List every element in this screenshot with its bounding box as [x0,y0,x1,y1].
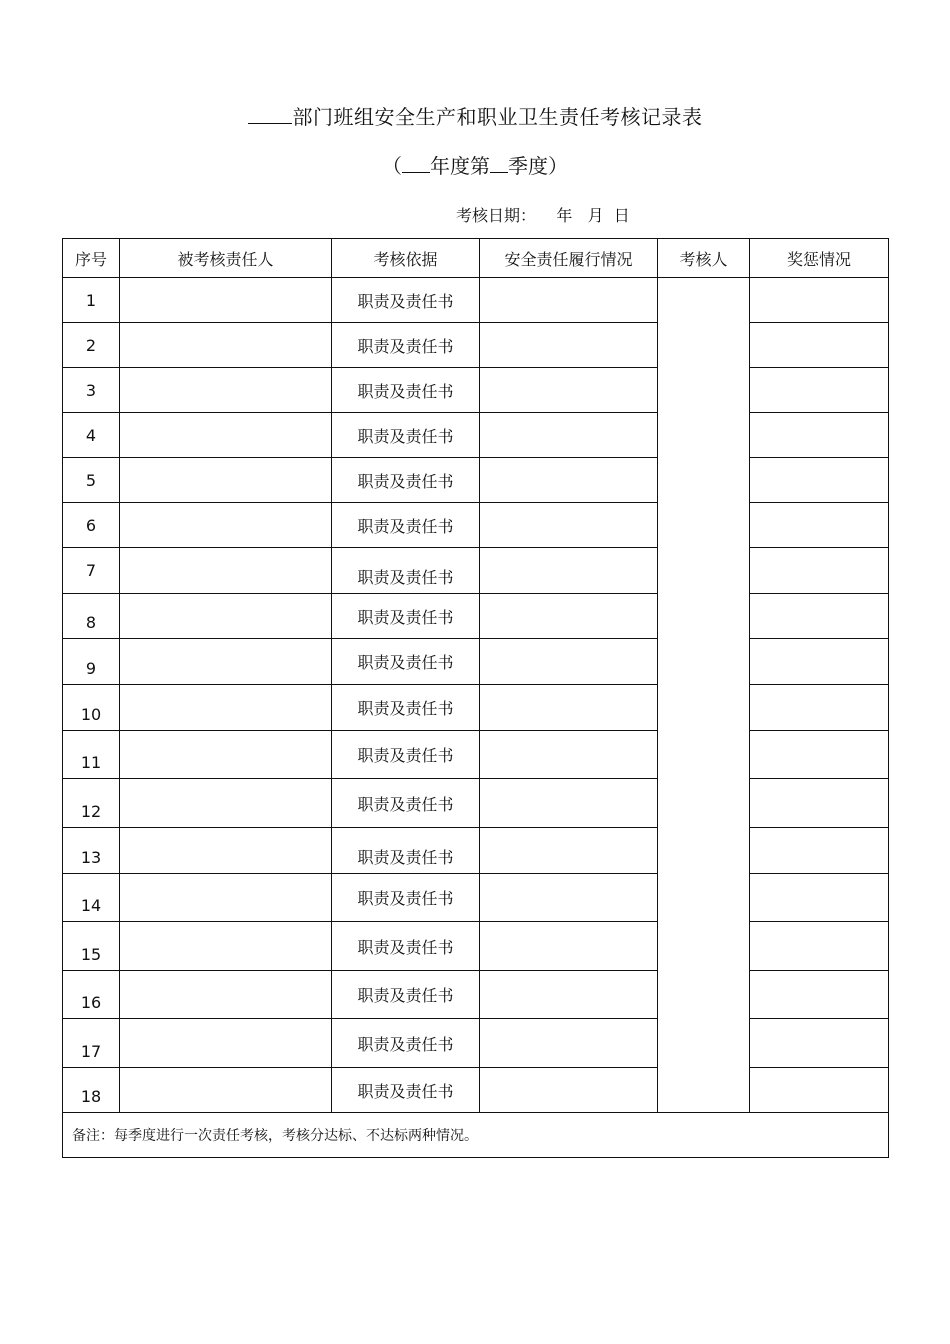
basis-cell: 职责及责任书 [332,278,480,323]
assessee-cell[interactable] [120,639,332,685]
table-row [63,503,889,548]
row-index: 6 [63,503,120,548]
table-row [63,413,889,458]
basis-cell: 职责及责任书 [332,594,480,639]
assessment-date: 考核日期： 年 月 日 [456,206,630,225]
note-row [63,1113,889,1158]
row-index: 13 [63,828,120,874]
reward-penalty-cell[interactable] [750,323,889,368]
basis-cell: 职责及责任书 [332,779,480,828]
header-basis: 考核依据 [332,239,480,278]
row-index: 5 [63,458,120,503]
table-row [63,828,889,874]
performance-cell[interactable] [480,828,658,874]
row-index: 12 [63,779,120,828]
assessee-cell[interactable] [120,278,332,323]
reward-penalty-cell[interactable] [750,731,889,779]
reward-penalty-cell[interactable] [750,874,889,922]
assessee-cell[interactable] [120,1019,332,1068]
table-header-row [63,239,889,278]
table-row [63,639,889,685]
reward-penalty-cell[interactable] [750,368,889,413]
basis-cell: 职责及责任书 [332,503,480,548]
reward-penalty-cell[interactable] [750,1068,889,1113]
reward-penalty-cell[interactable] [750,594,889,639]
header-reward-penalty: 奖惩情况 [750,239,889,278]
basis-cell: 职责及责任书 [332,548,480,594]
performance-cell[interactable] [480,548,658,594]
performance-cell[interactable] [480,278,658,323]
table-row [63,458,889,503]
table-row [63,971,889,1019]
row-index: 1 [63,278,120,323]
assessor-cell[interactable] [658,278,750,1113]
basis-cell: 职责及责任书 [332,323,480,368]
year-blank[interactable] [402,154,430,173]
row-index: 14 [63,874,120,922]
table-row [63,278,889,323]
assessee-cell[interactable] [120,323,332,368]
row-index: 17 [63,1019,120,1068]
row-index: 18 [63,1068,120,1113]
basis-cell: 职责及责任书 [332,685,480,731]
performance-cell[interactable] [480,458,658,503]
assessee-cell[interactable] [120,922,332,971]
assessee-cell[interactable] [120,413,332,458]
basis-cell: 职责及责任书 [332,731,480,779]
assessee-cell[interactable] [120,503,332,548]
table-row [63,1019,889,1068]
assessment-table [62,238,889,1158]
assessee-cell[interactable] [120,874,332,922]
performance-cell[interactable] [480,731,658,779]
row-index: 15 [63,922,120,971]
table-row [63,874,889,922]
performance-cell[interactable] [480,922,658,971]
row-index: 16 [63,971,120,1019]
row-index: 10 [63,685,120,731]
table-row [63,323,889,368]
header-performance: 安全责任履行情况 [480,239,658,278]
performance-cell[interactable] [480,368,658,413]
row-index: 3 [63,368,120,413]
basis-cell: 职责及责任书 [332,971,480,1019]
reward-penalty-cell[interactable] [750,685,889,731]
performance-cell[interactable] [480,1068,658,1113]
row-index: 4 [63,413,120,458]
basis-cell: 职责及责任书 [332,1019,480,1068]
assessee-cell[interactable] [120,548,332,594]
reward-penalty-cell[interactable] [750,278,889,323]
reward-penalty-cell[interactable] [750,503,889,548]
table-row [63,548,889,594]
header-assessee: 被考核责任人 [120,239,332,278]
reward-penalty-cell[interactable] [750,922,889,971]
table-row [63,922,889,971]
basis-cell: 职责及责任书 [332,874,480,922]
basis-cell: 职责及责任书 [332,639,480,685]
reward-penalty-cell[interactable] [750,548,889,594]
performance-cell[interactable] [480,685,658,731]
assessee-cell[interactable] [120,1068,332,1113]
reward-penalty-cell[interactable] [750,1019,889,1068]
table-row [63,594,889,639]
row-index: 8 [63,594,120,639]
basis-cell: 职责及责任书 [332,458,480,503]
reward-penalty-cell[interactable] [750,779,889,828]
reward-penalty-cell[interactable] [750,458,889,503]
reward-penalty-cell[interactable] [750,828,889,874]
performance-cell[interactable] [480,874,658,922]
row-index: 11 [63,731,120,779]
assessee-cell[interactable] [120,685,332,731]
reward-penalty-cell[interactable] [750,639,889,685]
table-row [63,1068,889,1113]
performance-cell[interactable] [480,594,658,639]
basis-cell: 职责及责任书 [332,922,480,971]
basis-cell: 职责及责任书 [332,828,480,874]
performance-cell[interactable] [480,323,658,368]
form-title-text: 部门班组安全生产和职业卫生责任考核记录表 [292,105,703,129]
form-subtitle [0,150,950,179]
table-row [63,685,889,731]
department-blank[interactable] [248,105,292,124]
form-title [0,101,950,130]
basis-cell: 职责及责任书 [332,368,480,413]
row-index: 9 [63,639,120,685]
performance-cell[interactable] [480,503,658,548]
performance-cell[interactable] [480,1019,658,1068]
quarter-blank[interactable] [490,154,508,173]
header-assessor: 考核人 [658,239,750,278]
basis-cell: 职责及责任书 [332,1068,480,1113]
header-index: 序号 [63,239,120,278]
assessee-cell[interactable] [120,828,332,874]
table-row [63,731,889,779]
subtitle-close: 季度） [508,154,568,178]
assessee-cell[interactable] [120,971,332,1019]
row-index: 7 [63,548,120,594]
assessee-cell[interactable] [120,368,332,413]
reward-penalty-cell[interactable] [750,971,889,1019]
remarks-note: 备注：每季度进行一次责任考核，考核分达标、不达标两种情况。 [63,1113,889,1158]
performance-cell[interactable] [480,413,658,458]
performance-cell[interactable] [480,779,658,828]
subtitle-open: （ [382,154,402,178]
assessee-cell[interactable] [120,594,332,639]
performance-cell[interactable] [480,971,658,1019]
table-row [63,368,889,413]
assessee-cell[interactable] [120,779,332,828]
performance-cell[interactable] [480,639,658,685]
assessee-cell[interactable] [120,731,332,779]
subtitle-mid: 年度第 [430,154,490,178]
table-row [63,779,889,828]
row-index: 2 [63,323,120,368]
reward-penalty-cell[interactable] [750,413,889,458]
assessee-cell[interactable] [120,458,332,503]
basis-cell: 职责及责任书 [332,413,480,458]
